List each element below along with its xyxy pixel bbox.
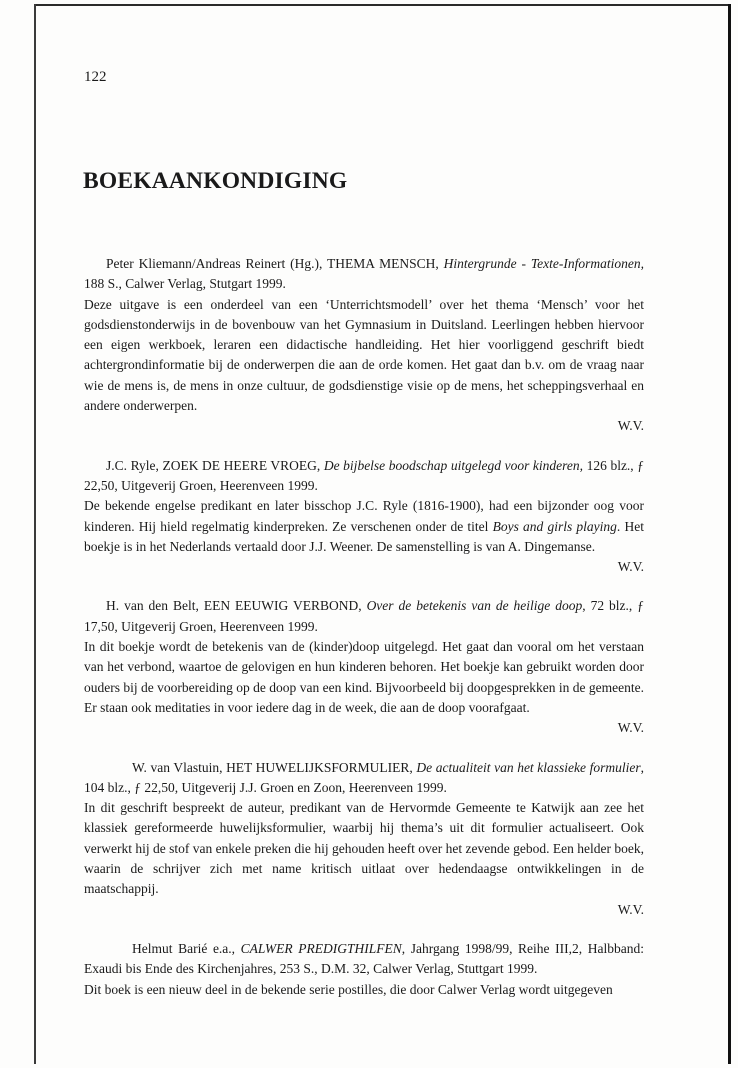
author: H. van den Belt, bbox=[106, 598, 204, 614]
reviewer-signature: W.V. bbox=[617, 901, 644, 917]
review-text: In dit geschrift bespreekt de auteur, predikant van de Hervormde Gemeente te Katwijk aan zee het klassiek gereformeerde huwelijksformulier, waarbij hij thema’s uit dit formulier actualiseert. Ook verwerkt hij de stof van enkele preken die hij gehouden heeft over het zevende gebod. Een helder boek, waarin de schrijver zich met name kritisch uitlaat over hedendaagse ontwikkelingen in de maatschappij. bbox=[84, 800, 644, 897]
book-title: THEMA MENSCH, bbox=[326, 256, 444, 271]
book-title: EEN EEUWIG VERBOND, bbox=[203, 598, 367, 614]
subtitle: Over de betekenis van de heilige doop bbox=[366, 598, 583, 614]
citation bbox=[84, 254, 644, 295]
original-title: Boys and girls playing bbox=[492, 518, 617, 534]
review-text: De bekende engelse predikant en later bisschop J.C. Ryle (1816-1900), had een bijzonder oog voor kinderen. Hij hield regelmatig kinderpreken. Ze verschenen onder de titel Boys and girls playing. Het boekje is in het Nederlands vertaald door J.J. Weener. De samenstelling is van A. Dingemanse. bbox=[84, 498, 644, 554]
citation bbox=[84, 456, 644, 497]
review-text: Deze uitgave is een onderdeel van een ‘Unterrichtsmodell’ over het thema ‘Mensch’ voor het godsdienstonderwijs in de bovenbouw van het Gymnasium in Duitsland. Leerlingen hebben hiervoor een eigen werkboek, leraren een didactische handleiding. Het hier voorliggend geschrift biedt achtergrondinformatie bij de onderwerpen die aan de orde komen. Het gaat dan b.v. om de vraag naar wie de mens is, de mens in onze cultuur, de godsdienstige visie op de mens, het scheppingsverhaal en andere onderwerpen. bbox=[84, 296, 644, 414]
page-title: BOEKAANKONDIGING bbox=[83, 168, 348, 194]
subtitle: De bijbelse boodschap uitgelegd voor kinderen, bbox=[323, 457, 584, 473]
publication-details: 126 blz., ƒ 22,50, Uitgeverij Groen, Heerenveen 1999. bbox=[84, 457, 645, 493]
reviewer-signature: W.V. bbox=[617, 559, 644, 575]
subtitle: Hintergrunde - Texte-Informationen, bbox=[443, 256, 644, 271]
reviewer-signature: W.V. bbox=[617, 720, 644, 736]
review-text: Dit boek is een nieuw deel in de bekende serie postilles, die door Calwer Verlag wordt uitgegeven bbox=[84, 981, 613, 997]
book-announcement-barie bbox=[84, 939, 644, 1000]
publication-details: , 72 blz., ƒ 17,50, Uitgeverij Groen, Heerenveen 1999. bbox=[84, 598, 644, 634]
page-edge-right bbox=[728, 4, 731, 1064]
reviewer-signature: W.V. bbox=[617, 418, 644, 434]
page-edge-top bbox=[36, 4, 730, 6]
page-number: 122 bbox=[84, 69, 107, 85]
announcements-list bbox=[84, 254, 644, 1019]
page-edge-left bbox=[34, 4, 36, 1064]
publication-details: , Jahrgang 1998/99, Reihe III,2, Halbband: Exaudi bis Ende des Kirchenjahres, 253 S., D.M. 32, Calwer Verlag, Stuttgart 1999. bbox=[84, 940, 644, 977]
author: Peter Kliemann/Andreas Reinert (Hg.), bbox=[106, 256, 327, 271]
book-announcement-ryle bbox=[84, 456, 644, 578]
book-announcement-van-den-belt bbox=[84, 596, 644, 738]
book-announcement-van-vlastuin bbox=[84, 758, 644, 920]
author: Helmut Barié e.a., bbox=[132, 940, 241, 956]
citation bbox=[84, 939, 644, 980]
subtitle: De actualiteit van het klassieke formulier bbox=[416, 759, 641, 775]
book-title: HET HUWELIJKSFORMULIER, bbox=[226, 759, 417, 775]
publication-details: , 104 blz., ƒ 22,50, Uitgeverij J.J. Groen en Zoon, Heerenveen 1999. bbox=[84, 759, 644, 795]
book-announcement-kliemann bbox=[84, 254, 644, 437]
citation bbox=[84, 596, 644, 637]
author: J.C. Ryle, bbox=[106, 457, 163, 473]
review-text: In dit boekje wordt de betekenis van de (kinder)doop uitgelegd. Het gaat dan vooral om het verstaan van het verbond, waartoe de gelovigen en hun kinderen behoren. Het boekje kan gebruikt worden door ouders bij de voorbereiding op de doop van een kind. Bijvoorbeeld bij doopgesprekken in de gemeente. Er staan ook meditaties in voor iedere dag in de week, die aan de doop voorafgaat. bbox=[84, 639, 644, 715]
author: W. van Vlastuin, bbox=[132, 759, 227, 775]
publication-details: 188 S., Calwer Verlag, Stutgart 1999. bbox=[84, 276, 286, 292]
citation bbox=[84, 758, 644, 799]
book-title: ZOEK DE HEERE VROEG, bbox=[162, 457, 324, 473]
book-title: CALWER PREDIGTHILFEN bbox=[240, 940, 402, 956]
